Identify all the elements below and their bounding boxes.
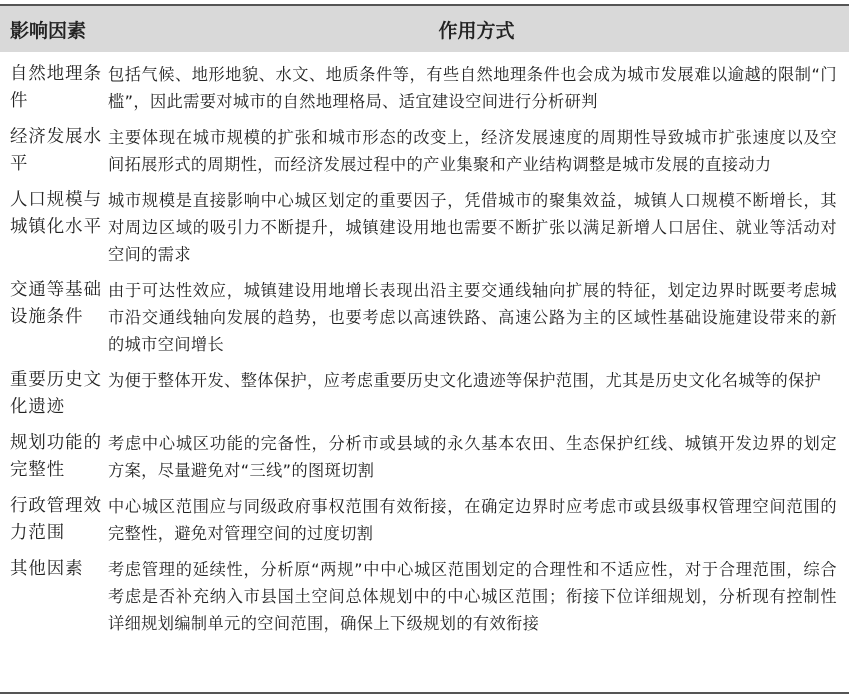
factor-cell: 人口规模与城镇化水平 <box>10 190 102 237</box>
table-row <box>0 268 849 358</box>
table-header <box>0 5 849 52</box>
header-mechanism: 作用方式 <box>104 5 849 52</box>
header-factor: 影响因素 <box>0 5 104 52</box>
table-row <box>0 178 849 268</box>
table-row <box>0 484 849 547</box>
description-cell: 城市规模是直接影响中心城区划定的重要因子，凭借城市的聚集效益，城镇人口规模不断增长，其对周边区域的吸引力不断提升，城镇建设用地也需要不断扩张以满足新增人口居住、就业等活动对空间的需求 <box>108 191 837 264</box>
factors-table <box>0 4 849 651</box>
table-row <box>0 547 849 651</box>
table-bottom-rule <box>0 692 849 694</box>
table-row <box>0 358 849 421</box>
factor-cell: 重要历史文化遗迹 <box>10 370 102 417</box>
table-row <box>0 52 849 115</box>
factor-cell: 行政管理效力范围 <box>10 496 102 543</box>
description-cell: 主要体现在城市规模的扩张和城市形态的改变上，经济发展速度的周期性导致城市扩张速度以及空间拓展形式的周期性，而经济发展过程中的产业集聚和产业结构调整是城市发展的直接动力 <box>108 128 837 174</box>
header-row <box>0 5 849 52</box>
description-cell: 由于可达性效应，城镇建设用地增长表现出沿主要交通线轴向扩展的特征，划定边界时既要考虑城市沿交通线轴向发展的趋势，也要考虑以高速铁路、高速公路为主的区域性基础设施建设带来的新的城市空间增长 <box>108 281 837 354</box>
description-cell: 包括气候、地形地貌、水文、地质条件等，有些自然地理条件也会成为城市发展难以逾越的限制“门槛”，因此需要对城市的自然地理格局、适宜建设空间进行分析研判 <box>108 65 837 111</box>
factor-cell: 交通等基础设施条件 <box>10 280 102 327</box>
factor-cell: 其他因素 <box>10 559 84 579</box>
factor-cell: 规划功能的完整性 <box>10 433 102 480</box>
description-cell: 考虑管理的延续性，分析原“两规”中中心城区范围划定的合理性和不适应性，对于合理范围，综合考虑是否补充纳入市县国土空间总体规划中的中心城区范围；衔接下位详细规划，分析现有控制性详细规划编制单元的空间范围，确保上下级规划的有效衔接 <box>108 560 837 633</box>
description-cell: 为便于整体开发、整体保护，应考虑重要历史文化遗迹等保护范围，尤其是历史文化名城等的保护 <box>108 371 822 390</box>
description-cell: 考虑中心城区功能的完备性，分析市或县域的永久基本农田、生态保护红线、城镇开发边界的划定方案，尽量避免对“三线”的图斑切割 <box>108 434 837 480</box>
factor-cell: 自然地理条件 <box>10 64 102 111</box>
description-cell: 中心城区范围应与同级政府事权范围有效衔接，在确定边界时应考虑市或县级事权管理空间范围的完整性，避免对管理空间的过度切割 <box>108 497 837 543</box>
factor-cell: 经济发展水平 <box>10 127 102 174</box>
table-row <box>0 115 849 178</box>
table-body <box>0 52 849 651</box>
table-row <box>0 421 849 484</box>
